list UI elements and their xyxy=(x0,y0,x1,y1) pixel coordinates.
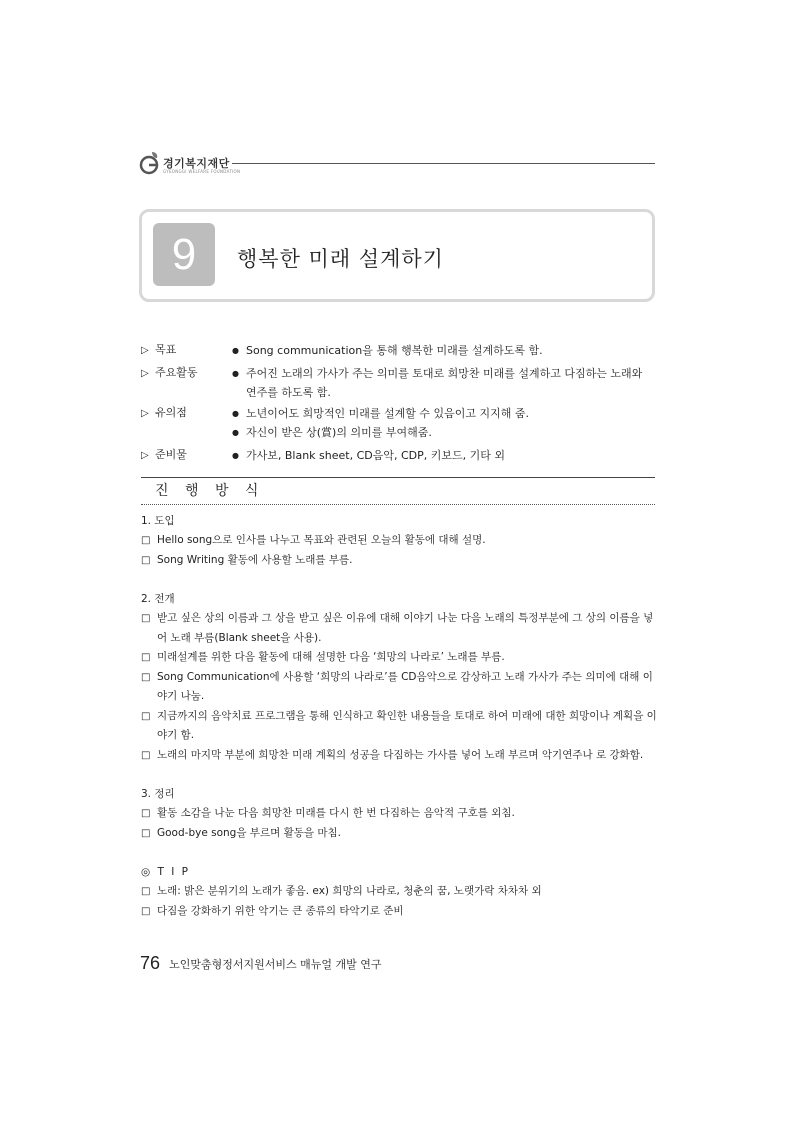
page-number: 76 xyxy=(140,953,161,973)
footer-title: 노인맞춤형정서지원서비스 매뉴얼 개발 연구 xyxy=(169,957,382,971)
progress-section-header xyxy=(141,480,655,505)
chapter-box xyxy=(139,209,655,302)
summary-label: 주요활동 xyxy=(155,366,198,379)
checkbox-icon: □ xyxy=(141,827,151,839)
tip-item: □ 노래: 밝은 분위기의 노래가 좋음. ex) 희망의 나라로, 청춘의 꿈, 노랫가락 차차차 외 xyxy=(141,882,657,902)
step-heading: 3. 정리 xyxy=(141,788,175,800)
step-heading: 1. 도입 xyxy=(141,515,175,527)
summary-label: 유의점 xyxy=(155,406,187,419)
summary-label: 준비물 xyxy=(155,448,187,461)
checkbox-icon: □ xyxy=(141,613,151,624)
triangle-icon: ▷ xyxy=(141,368,149,379)
checkbox-icon: □ xyxy=(141,749,151,761)
checkbox-icon: □ xyxy=(141,886,151,897)
summary-item: ● 자신이 받은 상(賞)의 의미를 부여해줌. xyxy=(232,423,652,442)
section-title: 진 행 방 식 xyxy=(155,483,265,499)
org-subtitle: GYEONGGI WELFARE FOUNDATION xyxy=(163,169,241,174)
checkbox-icon: □ xyxy=(141,535,151,546)
list-item: □ 노래의 마지막 부분에 희망찬 미래 계획의 성공을 다짐하는 가사를 넣어 노래 부르며 악기연주나 로 강화함. xyxy=(141,746,657,766)
progress-body xyxy=(141,509,657,921)
checkbox-icon: □ xyxy=(141,554,151,566)
list-item: □ Hello song으로 인사를 나누고 목표와 관련된 오늘의 활동에 대해 설명. xyxy=(141,531,657,551)
list-item: □ Good-bye song을 부르며 활동을 마침. xyxy=(141,824,657,844)
chapter-title: 행복한 미래 설계하기 xyxy=(237,247,444,271)
list-item: □ Song Writing 활동에 사용할 노래를 부름. xyxy=(141,551,657,571)
page-header xyxy=(139,150,655,180)
chapter-number: 9 xyxy=(153,223,215,286)
tip-item: □ 다짐을 강화하기 위한 악기는 큰 종류의 타악기로 준비 xyxy=(141,902,657,922)
list-item: □ 지금까지의 음악치료 프로그램을 통해 인식하고 확인한 내용들을 토대로 하여 미래에 대한 희망이나 계획을 이야기 함. xyxy=(141,707,657,746)
list-item: □ 미래설계를 위한 다음 활동에 대해 설명한 다음 ‘희망의 나라로’ 노래를 부름. xyxy=(141,648,657,668)
checkbox-icon: □ xyxy=(141,652,151,663)
page-footer xyxy=(140,953,382,977)
checkbox-icon: □ xyxy=(141,671,151,683)
tip-heading: ◎ T I P xyxy=(141,866,191,878)
header-rule xyxy=(232,163,655,164)
summary-item: ● 주어진 노래의 가사가 주는 의미를 토대로 희망찬 미래를 설계하고 다짐하는 노래와 연주를 하도록 함. xyxy=(232,364,652,402)
triangle-icon: ▷ xyxy=(141,408,149,419)
list-item: □ 활동 소감을 나눈 다음 희망찬 미래를 다시 한 번 다짐하는 음악적 구호를 외침. xyxy=(141,804,657,824)
summary-item: ● 노년이어도 희망적인 미래를 설계할 수 있음이고 지지해 줌. xyxy=(232,404,652,423)
summary-label: 목표 xyxy=(155,343,177,356)
checkbox-icon: □ xyxy=(141,808,151,819)
dotted-rule xyxy=(141,504,655,505)
step-heading: 2. 전개 xyxy=(141,593,175,605)
org-name: 경기복지재단 xyxy=(163,157,230,170)
list-item: □ Song Communication에 사용할 ‘희망의 나라로’를 CD음악으로 감상하고 노래 가사가 주는 의미에 대해 이야기 나눔. xyxy=(141,668,657,707)
list-item: □ 받고 싶은 상의 이름과 그 상을 받고 싶은 이유에 대해 이야기 나눈 다음 노래의 특정부분에 그 상의 이름을 넣어 노래 부름(Blank sheet을 사용). xyxy=(141,609,657,648)
triangle-icon: ▷ xyxy=(141,345,149,356)
triangle-icon: ▷ xyxy=(141,450,149,461)
summary-item: ● Song communication을 통해 행복한 미래를 설계하도록 함. xyxy=(232,341,652,360)
summary-item: ● 가사보, Blank sheet, CD음악, CDP, 키보드, 기타 외 xyxy=(232,446,652,465)
checkbox-icon: □ xyxy=(141,905,151,917)
checkbox-icon: □ xyxy=(141,710,151,722)
foundation-logo-icon xyxy=(139,150,161,176)
